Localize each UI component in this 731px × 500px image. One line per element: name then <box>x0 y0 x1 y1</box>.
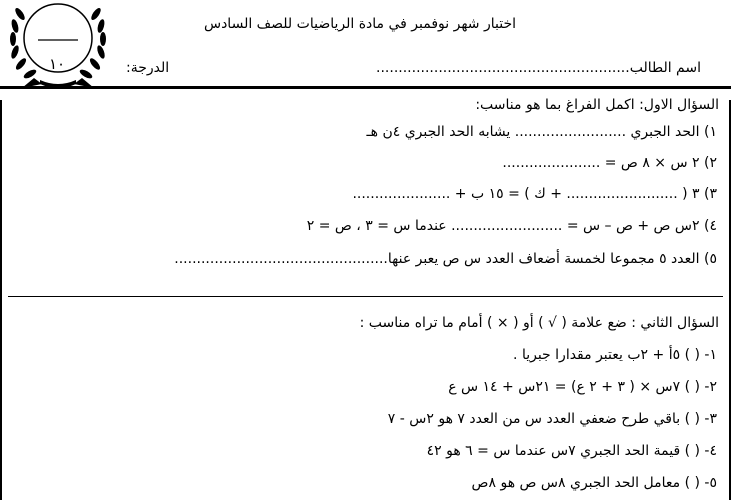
question-1-item: ٤) ٢س ص + ص – س = ......................... عندما س = ٣ ، ص = ٢ <box>306 218 717 234</box>
question-1-item: ٥) العدد ٥ مجموعا لخمسة أضعاف العدد س ص يعبر عنها................................................ <box>174 251 717 267</box>
question-2-item: ٢- ( ) ٧س × ( ٣ + ٢ ع) = ٢١س + ١٤ س ع <box>448 379 717 395</box>
question-1-item: ١) الحد الجبري ......................... يشابه الحد الجبري ٤ن هـ <box>366 124 717 140</box>
header-divider <box>0 86 731 89</box>
question-2-item: ٤- ( ) قيمة الحد الجبري ٧س عندما س = ٦ هو ٤٢ <box>426 443 717 459</box>
question-1-heading: السؤال الاول: اكمل الفراغ بما هو مناسب: <box>475 97 719 113</box>
page-frame-left <box>0 100 2 500</box>
question-2-item: ٣- ( ) باقي طرح ضعفي العدد س من العدد ٧ هو ٢س - ٧ <box>387 411 717 427</box>
section-divider <box>8 296 723 297</box>
score-value: ١٠ <box>48 55 66 73</box>
question-1-item: ٣) ٣ ( ......................... + ك ) = ١٥ ب + ...................... <box>352 186 717 202</box>
score-seal-icon <box>6 0 110 92</box>
question-1-item: ٢) ٢ س × ٨ ص = ...................... <box>502 155 717 171</box>
question-2-item: ١- ( ) ٥أ + ٢ب يعتبر مقدارا جبريا . <box>513 347 717 363</box>
grade-label: الدرجة: <box>126 60 170 76</box>
student-name-field: اسم الطالب......................................................... <box>376 60 701 76</box>
question-2-heading: السؤال الثاني : ضع علامة ( √ ) أو ( × ) أمام ما تراه مناسب : <box>359 315 719 331</box>
exam-title: اختبار شهر نوفمبر في مادة الرياضيات للصف السادس <box>203 16 516 32</box>
question-2-item: ٥- ( ) معامل الحد الجبري ٨س ص هو ٨ص <box>471 475 717 491</box>
